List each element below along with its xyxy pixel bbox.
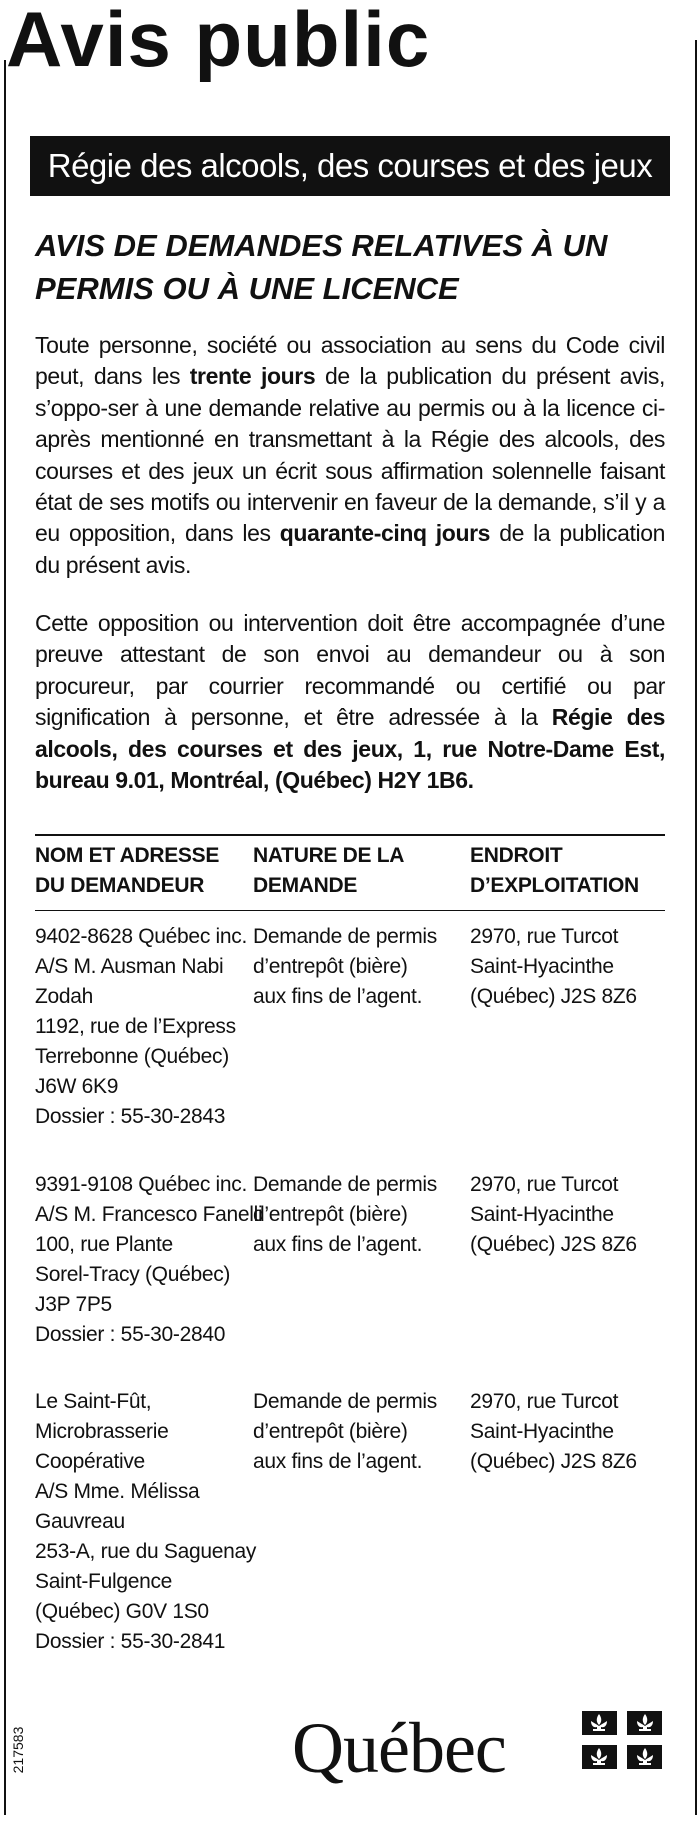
applicant-line: Dossier : 55-30-2843 — [35, 1105, 226, 1128]
applicant-line: 100, rue Plante — [35, 1233, 173, 1256]
request-line: Demande de permis — [253, 1390, 437, 1413]
location-line: Saint-Hyacinthe — [470, 955, 614, 978]
quebec-flag-fleur-de-lis-icon — [582, 1711, 662, 1769]
request-line: d’entrepôt (bière) — [253, 1420, 408, 1443]
location-line: (Québec) J2S 8Z6 — [470, 1233, 637, 1256]
organization-banner: Régie des alcools, des courses et des jeux — [30, 136, 670, 196]
location-line: 2970, rue Turcot — [470, 1173, 619, 1196]
applicant-line: A/S Mme. Mélissa — [35, 1480, 200, 1503]
table-row-3-request — [253, 1387, 453, 1477]
request-line: Demande de permis — [253, 925, 437, 948]
notice-paragraph-1 — [35, 330, 665, 581]
paragraph-1-text-e: de la publication du présent avis. — [35, 520, 665, 578]
column-header-applicant-line: NOM ET ADRESSE — [35, 844, 220, 867]
quebec-government-logo — [290, 1700, 670, 1800]
paragraph-2-text-a: Cette opposition ou intervention doit être accompagnée d’une preuve attestant de son envoi au demandeur ou à son procureur, par courrier recommandé ou certifié ou par signification à personne, et être adressée à la — [35, 610, 665, 731]
column-header-applicant-line: DU DEMANDEUR — [35, 874, 205, 897]
column-header-request-line: DEMANDE — [253, 874, 358, 897]
table-header-rule — [35, 910, 665, 911]
table-row-2-request — [253, 1170, 453, 1260]
applicant-line: Terrebonne (Québec) — [35, 1045, 229, 1068]
paragraph-1-text-c: de la publication du présent avis, s’oppo-ser à une demande relative au permis ou à la licence ci-après mentionné en transmettant à la Régie des alcools, des courses et des jeux un écrit sous affirmation solennelle faisant état de ses motifs ou intervenir en faveur de la demande, s’il y a eu opposition, dans les — [35, 363, 665, 547]
applicant-line: J6W 6K9 — [35, 1075, 119, 1098]
request-line: Demande de permis — [253, 1173, 437, 1196]
column-header-location — [470, 841, 665, 901]
applicant-line: Saint-Fulgence — [35, 1570, 173, 1593]
applicant-line: 1192, rue de l’Express — [35, 1015, 236, 1038]
table-row-1-applicant — [35, 922, 248, 1132]
left-border-rule — [4, 60, 6, 1815]
quebec-wordmark: Québec — [292, 1708, 506, 1788]
notice-headline: AVIS DE DEMANDES RELATIVES À UN PERMIS OU À UNE LICENCE — [35, 228, 608, 306]
request-line: d’entrepôt (bière) — [253, 955, 408, 978]
applicant-line: Sorel-Tracy (Québec) — [35, 1263, 231, 1286]
column-header-location-line: ENDROIT — [470, 844, 563, 867]
applicant-line: Gauvreau — [35, 1510, 125, 1533]
table-row-2-applicant — [35, 1170, 263, 1350]
request-line: d’entrepôt (bière) — [253, 1203, 408, 1226]
column-header-request-line: NATURE DE LA — [253, 844, 405, 867]
applicant-line: Microbrasserie — [35, 1420, 169, 1443]
applicant-line: Le Saint-Fût, — [35, 1390, 152, 1413]
table-row-1-location — [470, 922, 665, 1012]
location-line: Saint-Hyacinthe — [470, 1203, 614, 1226]
location-line: Saint-Hyacinthe — [470, 1420, 614, 1443]
request-line: aux fins de l’agent. — [253, 1450, 423, 1473]
applicant-line: 253-A, rue du Saguenay — [35, 1540, 257, 1563]
location-line: (Québec) J2S 8Z6 — [470, 985, 637, 1008]
paragraph-1-text-a: Toute personne, société ou association au sens du Code civil peut, dans les — [35, 332, 665, 390]
column-header-location-line: D’EXPLOITATION — [470, 874, 639, 897]
applicant-line: A/S M. Ausman Nabi — [35, 955, 224, 978]
applicant-line: 9402-8628 Québec inc. — [35, 925, 248, 948]
applicant-line: 9391-9108 Québec inc. — [35, 1173, 248, 1196]
paragraph-1-bold-forty-five-days: quarante-cinq jours — [279, 520, 491, 547]
right-border-rule — [695, 40, 697, 1815]
request-line: aux fins de l’agent. — [253, 985, 423, 1008]
column-header-request — [253, 841, 453, 901]
ad-reference-number: 217583 — [10, 1726, 26, 1774]
applicant-line: Dossier : 55-30-2840 — [35, 1323, 226, 1346]
location-line: 2970, rue Turcot — [470, 1390, 619, 1413]
masthead-title: Avis public — [6, 0, 431, 83]
paragraph-2-bold-address: Régie des alcools, des courses et des jeux, 1, rue Notre-Dame Est, bureau 9.01, Montréal, (Québec) H2Y 1B6. — [35, 704, 666, 794]
notice-paragraph-2 — [35, 608, 665, 796]
applicant-line: Zodah — [35, 985, 94, 1008]
table-row-2-location — [470, 1170, 665, 1260]
location-line: (Québec) J2S 8Z6 — [470, 1450, 637, 1473]
request-line: aux fins de l’agent. — [253, 1233, 423, 1256]
table-row-3-location — [470, 1387, 665, 1477]
paragraph-1-bold-thirty-days: trente jours — [189, 363, 316, 390]
applicant-line: Dossier : 55-30-2841 — [35, 1630, 226, 1653]
table-top-rule — [35, 834, 665, 836]
column-header-applicant — [35, 841, 245, 901]
location-line: 2970, rue Turcot — [470, 925, 619, 948]
table-row-1-request — [253, 922, 453, 1012]
applicant-line: (Québec) G0V 1S0 — [35, 1600, 209, 1623]
applicant-line: A/S M. Francesco Fanelli — [35, 1203, 263, 1226]
applicant-line: Coopérative — [35, 1450, 145, 1473]
table-row-3-applicant — [35, 1387, 257, 1657]
applicant-line: J3P 7P5 — [35, 1293, 112, 1316]
